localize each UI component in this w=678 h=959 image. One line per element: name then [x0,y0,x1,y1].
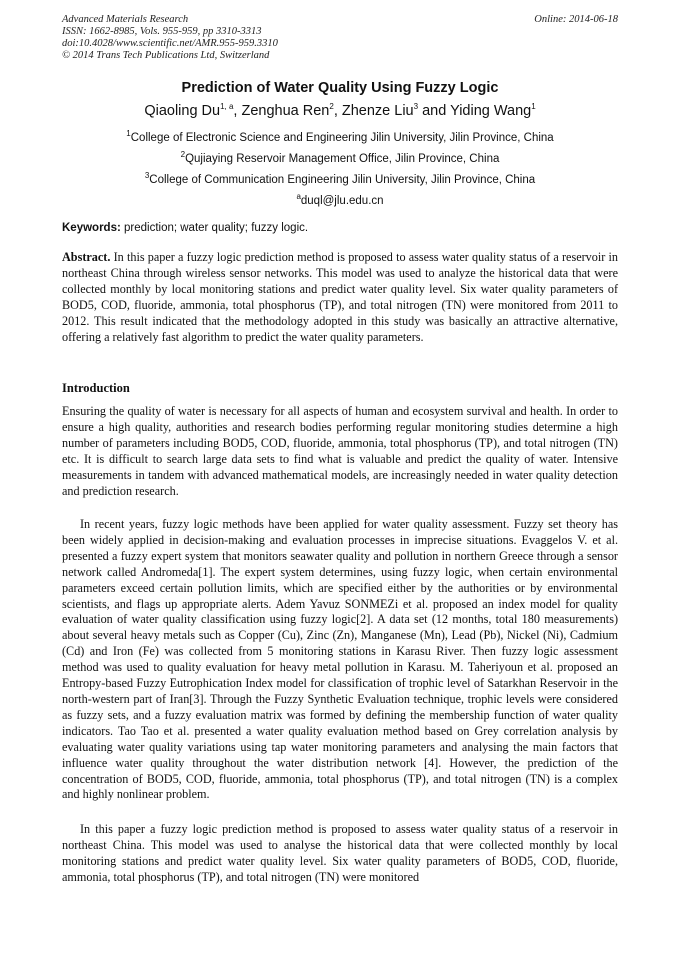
paper-title: Prediction of Water Quality Using Fuzzy Logic [181,80,499,96]
affiliation-sup: a [296,192,301,202]
online-date: Online: 2014-06-18 [534,14,618,25]
author-sup: 1, a [220,102,234,112]
paragraph-1: Ensuring the quality of water is necessary for all aspects of human and ecosystem survival and health. In order to ensure a high quality, authorities and research bodies performing regular monitoring studies determine a high number of parameters including BOD5, COD, fluoride, ammonia, total phosphorus (TP), and total nitrogen (TN) etc. It is difficult to search large data sets to find what is valuable and predict the quality of water. Intensive measurements in tandem with advanced mathematical models, are increasingly needed in water quality detection and prediction research. [62,404,618,498]
affiliation-1 [62,129,618,144]
author-sup: 3 [413,102,419,112]
affiliation-2 [62,150,618,165]
author-name: , Zenghua Ren [233,103,330,119]
affiliation-sup: 2 [180,150,186,160]
affiliation-sup: 1 [126,129,131,139]
copyright-line: © 2014 Trans Tech Publications Ltd, Switzerland [62,50,270,61]
author-sup: 2 [329,102,334,112]
abstract-text: In this paper a fuzzy logic prediction method is proposed to assess water quality status of a reservoir in northeast China through wireless sensor networks. This model was used to analyze the historical data that were collected monthly by local monitoring stations and predict water quality level. Six water quality parameters of BOD5, COD, fluoride, ammonia, total phosphorus (TP), and total nitrogen (TN) were monitored from 2011 to 2012. This result indicated that the methodology adopted in this study was basically an attractive alternative, offering a relatively fast algorithm to predict the water quality parameters. [62,250,618,344]
abstract [62,250,618,345]
author-line [62,103,618,119]
issn-line: ISSN: 1662-8985, Vols. 955-959, pp 3310-3313 [62,26,262,37]
keywords-text: prediction; water quality; fuzzy logic. [120,222,309,234]
affiliation-3 [62,171,618,186]
section-heading-introduction: Introduction [62,381,130,395]
abstract-label: Abstract. [62,250,111,264]
author-name: and Yiding Wang [418,103,532,119]
affiliation-text: Qujiaying Reservoir Management Office, Jilin Province, China [185,153,500,165]
doi-line: doi:10.4028/www.scientific.net/AMR.955-959.3310 [62,38,278,49]
journal-name: Advanced Materials Research [62,14,189,25]
author-sup: 1 [531,102,536,112]
author-name: , Zhenze Liu [333,103,414,119]
paragraph-2: In recent years, fuzzy logic methods have been applied for water quality assessment. Fuzzy set theory has been widely applied in decision-making and evaluation processes in imprecise situations. Evaggelos V. et al. presented a fuzzy expert system that monitors seawater quality and pollution in northern Greece through a sensor network called Andromeda[1]. The expert system determines, using fuzzy logic, when certain environmental parameters exceed certain pollution limits, which are specified either by the authorities or by environmental scientists, and flags up appropriate alerts. Adem Yavuz SONMEZi et al. proposed an index model for quality evaluation of water quality classification using fuzzy logic[2]. A data set (12 months, total 180 measurements) about several heavy metals such as Copper (Cu), Zinc (Zn), Manganese (Mn), Lead (Pb), Nickel (Ni), Cadmium (Cd) and Iron (Fe) was collected from 5 monitoring stations in Karasu River. Then fuzzy logic assessment method was used to quality evaluation for heavy metal pollution in Karasu. M. Taheriyoun et al. proposed an Entropy-based Fuzzy Eutrophication Index model for classification of trophic level of Satarkhan Reservoir in the north-western part of Iran[3]. Through the Fuzzy Synthetic Evaluation technique, trophic levels were considered as fuzzy sets, and a fuzzy evaluation matrix was formed by defining the membership function of water quality indicators. Tao Tao et al. presented a water quality evaluation method based on Grey correlation analysis by evaluating water quality variations using tap water monitoring parameters and analysing the main factors that influence water quality throughout the water distribution network [4]. However, the prediction of the concentration of BOD5, COD, fluoride, ammonia, total phosphorus (TP), and total nitrogen (TN) is a complex and highly nonlinear problem. [62,517,618,802]
affiliation-text: duql@jlu.edu.cn [300,195,384,207]
affiliation-text: College of Communication Engineering Jilin University, Jilin Province, China [149,174,536,186]
affiliation-text: College of Electronic Science and Engineering Jilin University, Jilin Province, China [130,132,554,144]
keywords [62,222,618,234]
paragraph-3: In this paper a fuzzy logic prediction method is proposed to assess water quality status of a reservoir in northeast China. This model was used to analyse the historical data that were collected monthly by local monitoring stations and predict water quality level. Six water quality parameters of BOD5, COD, fluoride, ammonia, total phosphorus (TP), and total nitrogen (TN) were monitored [62,822,618,884]
author-email [62,192,618,207]
keywords-label: Keywords: [62,222,121,234]
author-name: Qiaoling Du [144,103,221,119]
affiliation-sup: 3 [144,171,150,181]
journal-header [62,14,618,62]
